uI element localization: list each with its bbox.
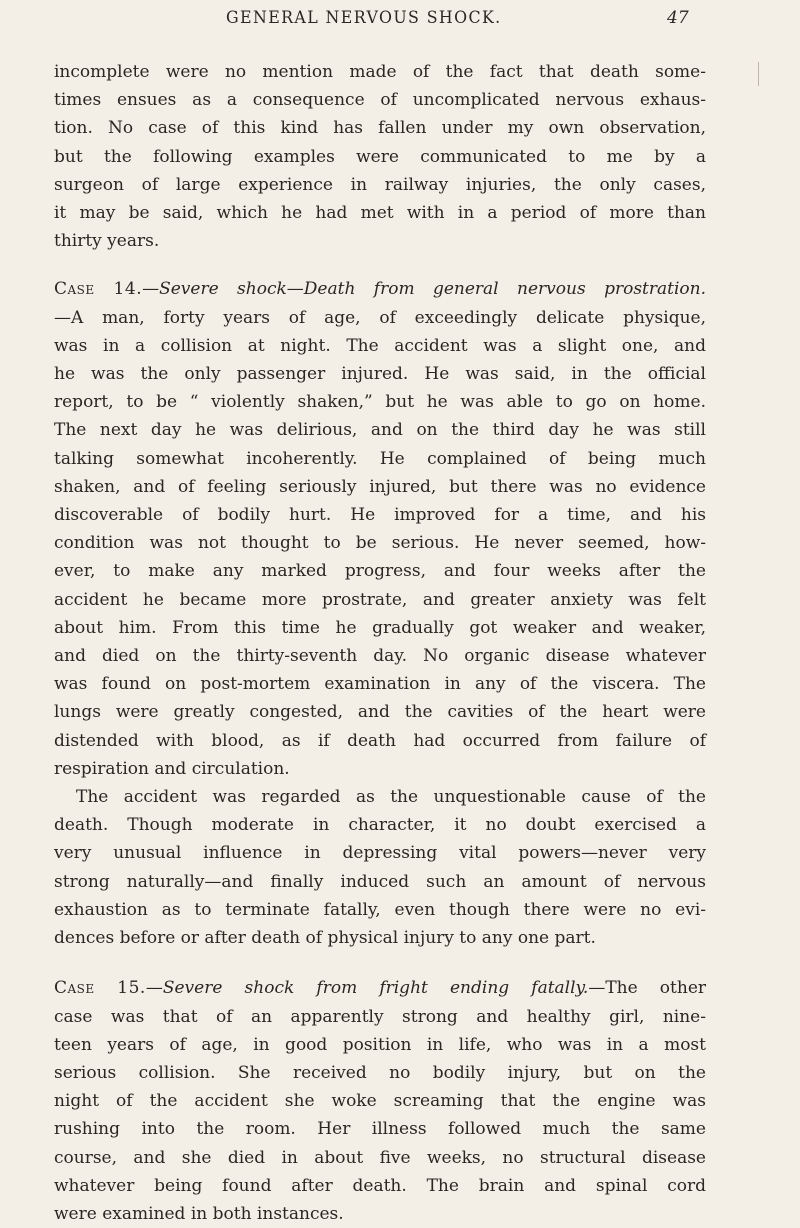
text-line: shaken, and of feeling seriously injured, but there was no evidence [54,476,706,497]
text-line: dences before or after death of physical injury to any one part. [54,928,596,949]
margin-mark [758,62,759,86]
case-14-label: Case 14. [54,279,143,300]
text-line: report, to be “ violently shaken,” but he was able to go on home. [54,392,706,413]
text-line: rushing into the room. Her illness followed much the same [54,1119,706,1140]
text-line: ever, to make any marked progress, and four weeks after the [54,561,706,582]
text-line: The next day he was delirious, and on the third day he was still [54,420,706,441]
case-15-label: Case 15. [54,978,146,999]
text-line: but the following examples were communicated to me by a [54,146,706,167]
text-line: times ensues as a consequence of uncomplicated nervous exhaus- [54,90,706,111]
case-14-heading-line [54,275,706,303]
case-15-heading-line [54,974,706,1002]
page-number: 47 [667,8,689,28]
text-line: course, and she died in about five weeks, no structural disease [54,1147,706,1168]
text-line: lungs were greatly congested, and the cavities of the heart were [54,702,706,723]
text-line: teen years of age, in good position in life, who was in a most [54,1034,706,1055]
spacer [54,952,706,974]
text-line: case was that of an apparently strong and healthy girl, nine- [54,1006,706,1027]
text-line: surgeon of large experience in railway injuries, the only cases, [54,174,706,195]
text-line: The accident was regarded as the unquestionable cause of the [76,787,706,808]
text-line: was found on post-mortem examination in any of the viscera. The [54,674,706,695]
text-line: tion. No case of this kind has fallen under my own observation, [54,118,706,139]
text-line: he was the only passenger injured. He was said, in the official [54,364,706,385]
text-line: respiration and circulation. [54,758,290,779]
text-line: were examined in both instances. [54,1203,344,1224]
text-line: serious collision. She received no bodily injury, but on the [54,1062,706,1083]
text-line: discoverable of bodily hurt. He improved for a time, and his [54,505,706,526]
text-line: talking somewhat incoherently. He complained of being much [54,448,706,469]
text-line: strong naturally—and finally induced such an amount of nervous [54,871,706,892]
body-text [54,58,706,1228]
case-14-title: —Severe shock—Death from general nervous prostration. [142,279,706,300]
running-title: GENERAL NERVOUS SHOCK. [226,8,502,28]
text-line: —A man, forty years of age, of exceedingly delicate physique, [54,307,706,328]
text-line: night of the accident she woke screaming that the engine was [54,1091,706,1112]
running-head [0,8,800,38]
case-15-first-line-rest: —The other [588,978,707,999]
text-line: death. Though moderate in character, it no doubt exercised a [54,815,706,836]
text-line: about him. From this time he gradually got weaker and weaker, [54,617,706,638]
text-line: exhaustion as to terminate fatally, even though there were no evi- [54,899,706,920]
text-line: accident he became more prostrate, and greater anxiety was felt [54,589,706,610]
text-line: thirty years. [54,231,160,252]
text-line: was in a collision at night. The accident was a slight one, and [54,335,706,356]
text-line: it may be said, which he had met with in a period of more than [54,203,706,224]
case-15-paragraph [54,974,706,1228]
text-line: very unusual influence in depressing vital powers—never very [54,843,706,864]
text-line: and died on the thirty-seventh day. No organic disease whatever [54,646,706,667]
case-15-title: —Severe shock from fright ending fatally. [145,978,589,999]
intro-paragraph [54,58,706,255]
text-line: condition was not thought to be serious. He never seemed, how- [54,533,706,554]
case-14-paragraph [54,275,706,952]
spacer [54,255,706,275]
text-line: distended with blood, as if death had occurred from failure of [54,730,706,751]
text-line: whatever being found after death. The brain and spinal cord [54,1175,706,1196]
text-line: incomplete were no mention made of the fact that death some- [54,62,706,82]
